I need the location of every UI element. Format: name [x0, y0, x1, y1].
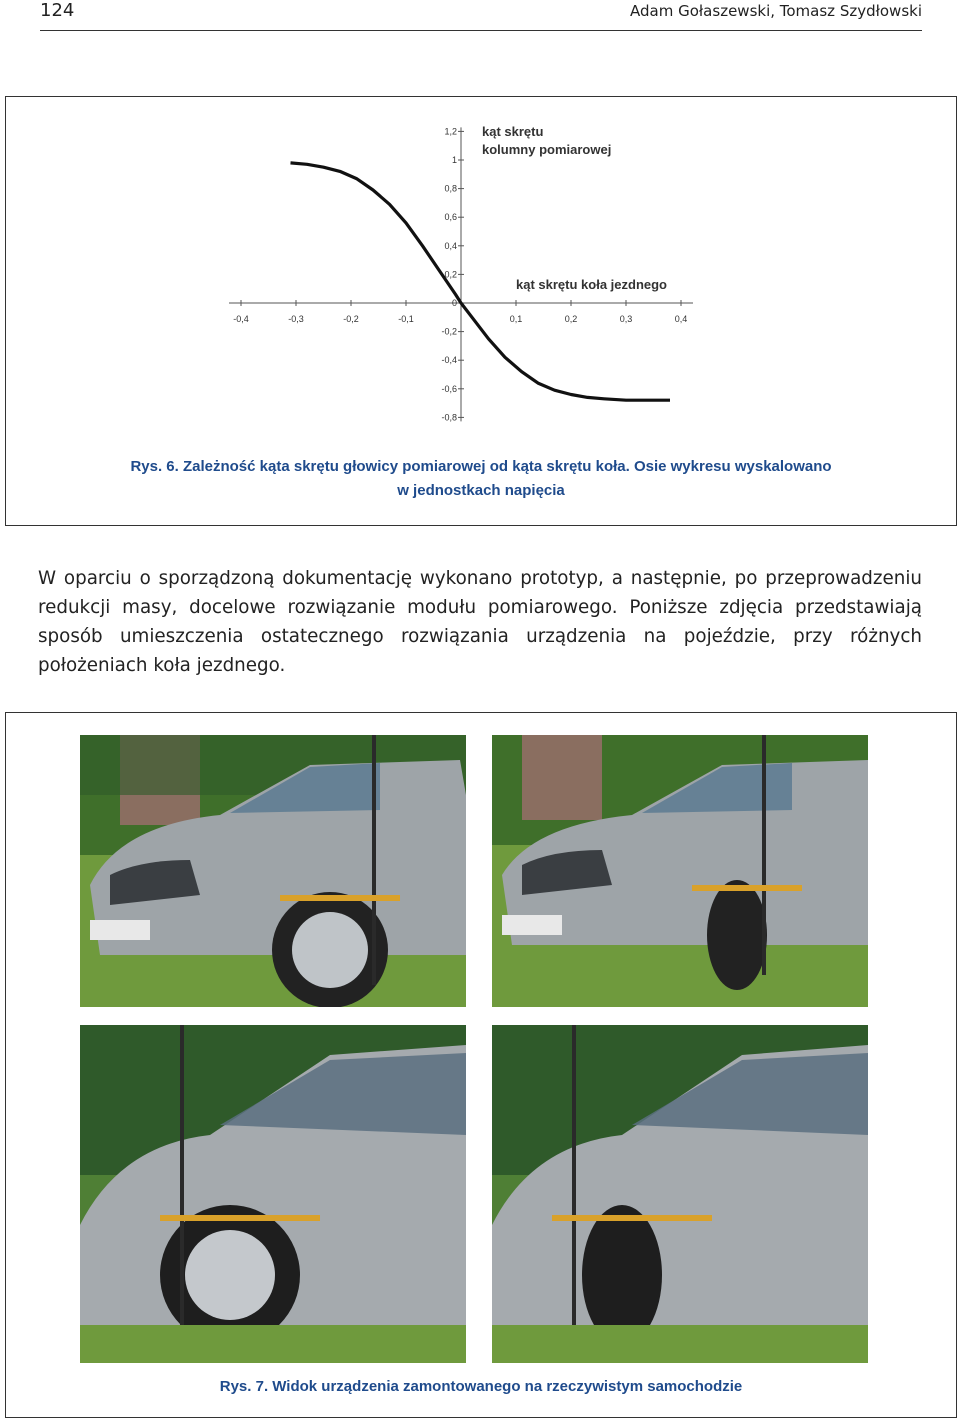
y-tick-label: -0,8	[441, 412, 457, 423]
page-number: 124	[40, 0, 75, 21]
photo-bottom-right	[492, 1025, 868, 1363]
body-paragraph: W oparciu o sporządzoną dokumentację wykonano prototyp, a następnie, po przeprowadzeniu redukcji masy, docelowe rozwiązanie modułu pomiarowego. Poniższe zdjęcia przedstawiają sposób umieszczenia ostatecznego rozwiązania urządzenia na pojeździe, przy różnych położeniach koła jezdnego.	[38, 568, 922, 676]
figure-7	[5, 712, 957, 1418]
y-tick-label: -0,6	[441, 383, 457, 394]
chart-ticks	[233, 126, 687, 422]
x-tick-label: 0,4	[674, 314, 688, 324]
device-arm	[280, 895, 400, 901]
x-tick-label: -0,1	[398, 314, 414, 324]
x-tick-label: 0,1	[509, 314, 523, 324]
y-tick-label: 1	[451, 155, 457, 165]
y-tick-label: 0,4	[444, 240, 457, 251]
y-tick-label: 0,8	[444, 183, 457, 194]
steering-angle-chart	[206, 122, 746, 432]
tire-shape	[707, 880, 767, 990]
photo-top-right	[492, 735, 868, 1007]
photo-bottom-left	[80, 1025, 466, 1363]
figure-6	[5, 96, 957, 526]
caption-line-2: w jednostkach napięcia	[397, 482, 565, 499]
y-tick-label: 0,2	[444, 269, 457, 280]
measuring-rod	[372, 735, 376, 985]
caption-line-1: Rys. 6. Zależność kąta skrętu głowicy pomiarowej od kąta skrętu koła. Osie wykresu wyskalowano	[130, 458, 832, 475]
y-tick-label: -0,4	[441, 355, 457, 366]
rim-shape	[292, 912, 368, 988]
y-tick-label: 0	[451, 298, 457, 308]
x-tick-label: -0,2	[343, 314, 359, 324]
x-tick-label: -0,4	[233, 314, 249, 324]
y-tick-label: 1,2	[444, 126, 457, 137]
y-axis-label-line2: kolumny pomiarowej	[482, 142, 612, 157]
y-tick-label: 0,6	[444, 212, 457, 223]
x-axis-label: kąt skrętu koła jezdnego	[516, 277, 667, 292]
figure-6-caption	[6, 455, 956, 503]
x-tick-label: 0,3	[619, 314, 633, 324]
x-tick-label: 0,2	[564, 314, 578, 324]
license-plate	[90, 920, 150, 940]
figure-7-caption: Rys. 7. Widok urządzenia zamontowanego na rzeczywistym samochodzie	[219, 1378, 743, 1395]
y-tick-label: -0,2	[441, 326, 457, 337]
x-tick-label: -0,3	[288, 314, 304, 324]
photo-top-left	[80, 735, 466, 1007]
y-axis-label-line1: kąt skrętu	[482, 124, 544, 139]
running-head-authors: Adam Gołaszewski, Tomasz Szydłowski	[630, 2, 922, 20]
page-header	[40, 0, 922, 31]
